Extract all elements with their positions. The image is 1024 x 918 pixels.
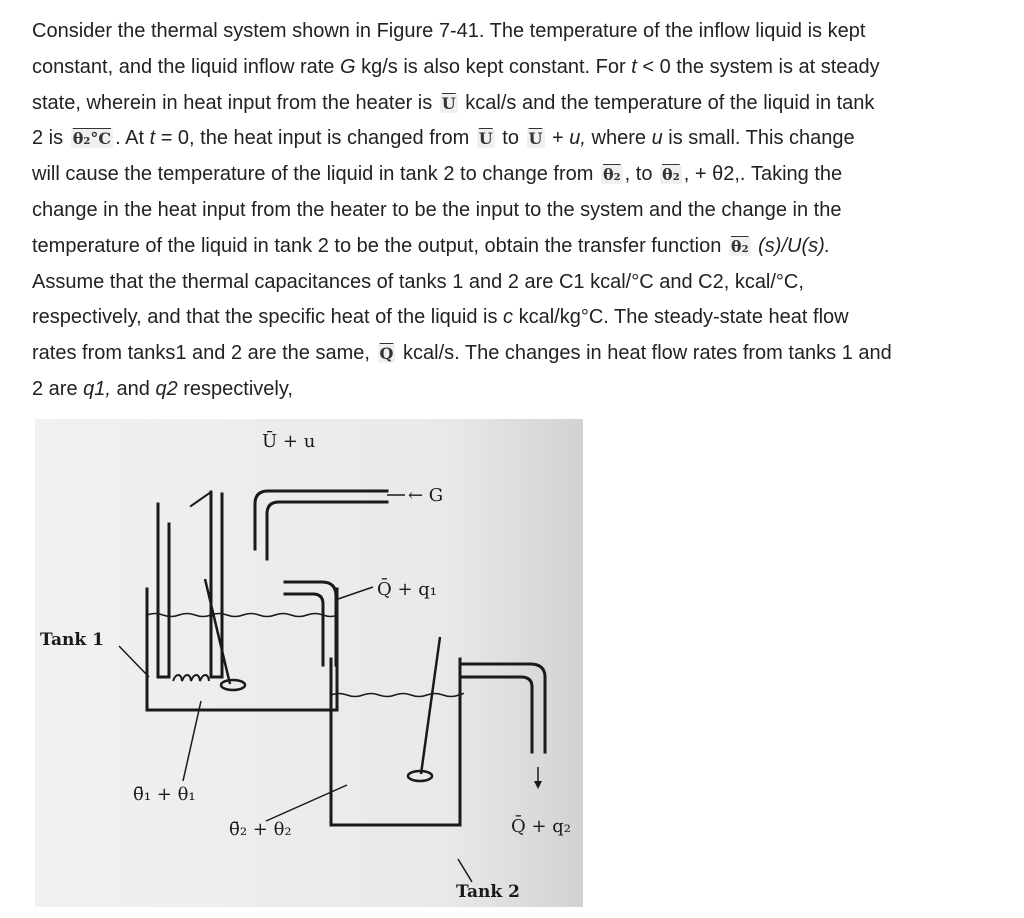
text-line-10: [32, 336, 1017, 372]
text-span: rates from tanks1 and 2 are the same,: [32, 342, 376, 365]
text-span: kcal/s. The changes in heat flow rates from tanks 1 and: [397, 342, 892, 365]
text-span: < 0 the system is at steady: [636, 55, 880, 78]
text-span: to: [496, 127, 525, 150]
text-line-11: [32, 372, 1017, 408]
text-line-5: [32, 157, 1017, 193]
text-span: Consider the thermal system shown in Figure 7-41. The temperature of the inflow liquid is kept: [32, 20, 866, 42]
var-t: t: [631, 55, 637, 78]
text-line-6: [32, 193, 1017, 229]
label-heat-flow-q2: Q̄ + q₂: [511, 816, 572, 837]
text-span: temperature of the liquid in tank 2 to be the output, obtain the transfer function: [32, 234, 727, 257]
text-span: , to: [624, 163, 659, 186]
symbol-theta2-bar: θ₂: [662, 165, 680, 185]
text-span: Assume that the thermal capacitances of tanks 1 and 2 are C1 kcal/°C and C2, kcal/°C,: [32, 270, 804, 293]
text-span: +: [546, 127, 570, 150]
symbol-theta2-bar: θ₂°C: [72, 129, 112, 149]
text-span: , + θ2,. Taking the: [683, 163, 843, 186]
text-span: and: [110, 377, 156, 400]
text-span: kcal/kg°C. The steady-state heat flow: [513, 306, 849, 329]
text-span: 2 is: [32, 127, 69, 150]
text-span: = 0, the heat input is changed from: [155, 127, 475, 150]
text-span: respectively, and that the specific heat of the liquid is: [32, 306, 504, 329]
symbol-U-bar: $\overline{U}$: [441, 93, 456, 113]
text-line-2: [32, 50, 1017, 86]
var-q1: q1,: [83, 377, 111, 400]
text-line-8: [32, 265, 1017, 301]
label-heater-input: Ū + u: [262, 431, 316, 452]
label-theta1: θ̄₁ + θ₁: [133, 784, 196, 805]
var-c: c: [503, 306, 514, 329]
symbol-theta2-bar: θ₂: [602, 165, 621, 185]
text-line-3: [32, 86, 1017, 122]
text-span: kg/s is also kept constant. For: [355, 55, 632, 78]
text-line-9: [32, 300, 1017, 336]
transfer-function: (s)/U(s).: [752, 234, 831, 257]
symbol-theta2: θ₂: [730, 236, 749, 256]
text-span: kcal/s and the temperature of the liquid in tank: [459, 91, 875, 114]
text-span: respectively,: [177, 377, 293, 400]
text-span: 2 are: [32, 377, 84, 400]
label-tank-1: Tank 1: [40, 630, 104, 650]
var-u: u,: [569, 127, 586, 150]
symbol-U-bar: $\overline{U}$: [528, 129, 543, 149]
label-theta2: θ̄₂ + θ₂: [229, 819, 292, 840]
text-span: constant, and the liquid inflow rate: [32, 55, 340, 78]
text-span: where: [585, 127, 652, 150]
figure-svg: [35, 419, 583, 907]
thermal-system-figure: [35, 419, 583, 907]
label-heat-flow-q1: Q̄ + q₁: [377, 579, 438, 600]
text-line-1: [32, 14, 1017, 50]
text-line-4: [32, 121, 1017, 157]
var-t: t: [149, 127, 156, 150]
var-u: u: [651, 127, 663, 150]
label-tank-2: Tank 2: [456, 882, 520, 902]
symbol-U-bar: $\overline{U}$: [478, 129, 493, 149]
problem-text: [32, 14, 1017, 408]
text-line-7: [32, 229, 1017, 265]
text-span: change in the heat input from the heater to be the input to the system and the change in the: [32, 198, 842, 221]
var-q2: q2: [155, 377, 178, 400]
text-span: . At: [115, 127, 150, 150]
text-span: state, wherein in heat input from the heater is: [32, 91, 438, 114]
text-span: will cause the temperature of the liquid in tank 2 to change from: [32, 163, 599, 186]
symbol-Q-bar: $\overline{Q}$: [379, 344, 394, 364]
var-G: G: [339, 55, 356, 78]
label-inflow: ← G: [408, 485, 444, 506]
text-span: is small. This change: [662, 127, 855, 150]
